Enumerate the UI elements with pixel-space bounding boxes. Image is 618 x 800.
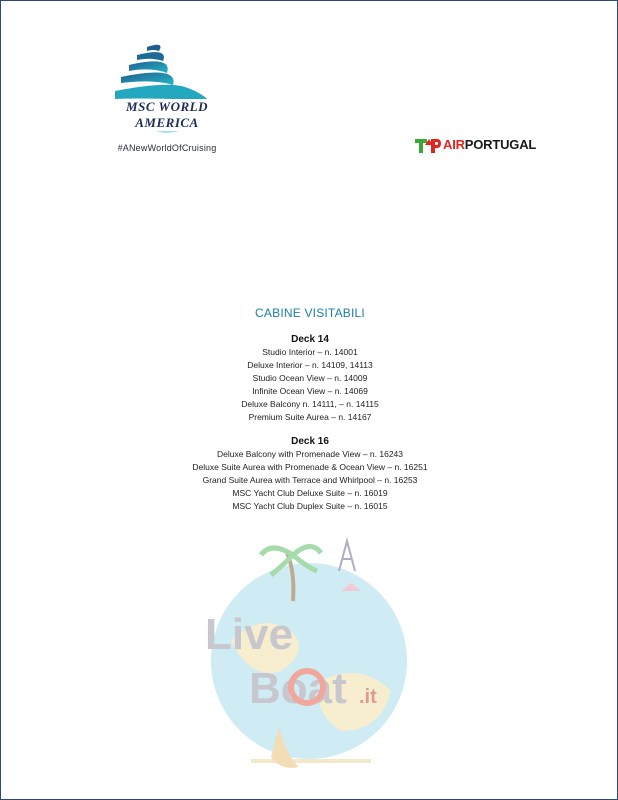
watermark-boat-text: Boat	[249, 664, 347, 713]
liveboat-watermark	[191, 531, 431, 781]
cabin-item: Deluxe Balcony n. 14111, – n. 14115	[241, 399, 379, 409]
cabin-item: Infinite Ocean View – n. 14069	[252, 386, 368, 396]
tap-wordmark	[443, 137, 536, 152]
cabin-item: Studio Ocean View – n. 14009	[252, 373, 368, 383]
cabin-item: Premium Suite Aurea – n. 14167	[248, 412, 372, 422]
cabin-item: Deluxe Suite Aurea with Promenade & Ocean View – n. 16251	[192, 462, 428, 472]
tap-air-portugal-logo	[414, 135, 554, 157]
tap-portugal-text: PORTUGAL	[464, 137, 537, 152]
tap-mark-icon	[414, 137, 442, 155]
tap-air-text: AIR	[443, 137, 465, 152]
watermark-suffix-text: .it	[359, 686, 377, 708]
msc-brand-name: MSC WORLD AMERICA	[97, 99, 237, 131]
msc-world-america-logo	[97, 41, 237, 161]
cabin-item: MSC Yacht Club Duplex Suite – n. 16015	[232, 501, 388, 511]
deck-heading: Deck 14	[291, 334, 329, 345]
deck-section	[1, 333, 618, 424]
page-title: CABINE VISITABILI	[255, 306, 365, 320]
watermark-live-text: Live	[205, 610, 294, 659]
cabin-item: Grand Suite Aurea with Terrace and Whirlpool – n. 16253	[202, 475, 418, 485]
cabin-item: MSC Yacht Club Deluxe Suite – n. 16019	[232, 488, 388, 498]
msc-hashtag: #ANewWorldOfCruising	[117, 143, 217, 153]
deck-heading: Deck 16	[291, 436, 329, 447]
deck-section	[1, 435, 618, 513]
cabin-item: Deluxe Interior – n. 14109, 14113	[247, 360, 373, 370]
cabin-item: Studio Interior – n. 14001	[262, 347, 358, 357]
cabin-item: Deluxe Balcony with Promenade View – n. 16243	[216, 449, 403, 459]
